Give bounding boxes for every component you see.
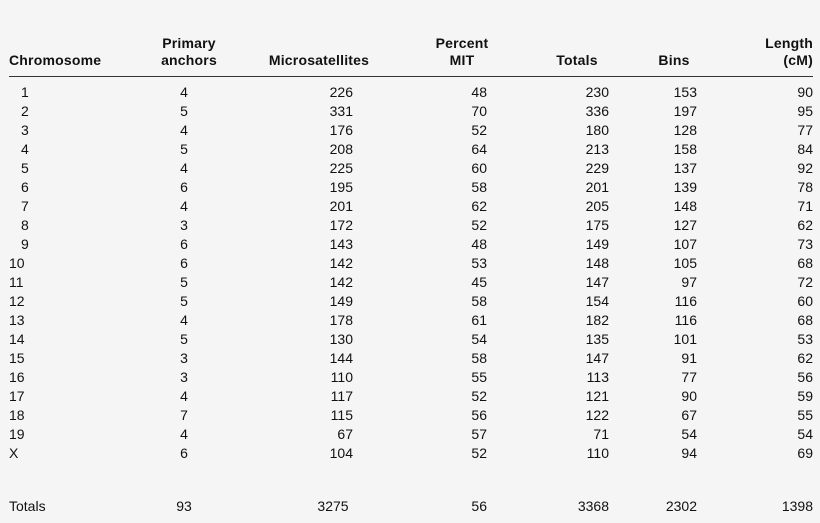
- table-header: [9, 0, 813, 76]
- cell-chromosome: 12: [9, 292, 25, 309]
- cell-totals: 149: [585, 235, 609, 252]
- header-line1: Length: [765, 34, 813, 51]
- cell-percent-mit: 60: [471, 159, 487, 176]
- totals-length: 1398: [781, 497, 813, 514]
- cell-microsatellites: 130: [329, 330, 353, 347]
- cell-chromosome: 15: [9, 349, 25, 366]
- cell-length: 92: [797, 159, 813, 176]
- header-row: [9, 0, 813, 76]
- cell-totals: 71: [593, 425, 609, 442]
- cell-bins: 158: [673, 140, 697, 157]
- spacer-cell: [719, 463, 813, 489]
- cell-primary-anchors: 3: [180, 349, 188, 366]
- cell-bins: 127: [673, 216, 697, 233]
- table-row: [9, 311, 813, 330]
- cell-percent-mit: 48: [471, 83, 487, 100]
- spacer-cell: [9, 463, 139, 489]
- table-row: [9, 387, 813, 406]
- cell-primary-anchors: 3: [180, 368, 188, 385]
- header-totals: [525, 0, 629, 76]
- cell-totals: 154: [585, 292, 609, 309]
- cell-length: 73: [797, 235, 813, 252]
- cell-totals: 229: [585, 159, 609, 176]
- cell-length: 90: [797, 83, 813, 100]
- table-row: [9, 216, 813, 235]
- cell-bins: 90: [681, 387, 697, 404]
- cell-primary-anchors: 5: [180, 273, 188, 290]
- cell-bins: 94: [681, 444, 697, 461]
- cell-totals: 180: [585, 121, 609, 138]
- cell-totals: 147: [585, 349, 609, 366]
- cell-primary-anchors: 6: [180, 178, 188, 195]
- cell-totals: 135: [585, 330, 609, 347]
- cell-percent-mit: 58: [471, 292, 487, 309]
- cell-primary-anchors: 4: [180, 121, 188, 138]
- table-body: [9, 76, 813, 523]
- cell-length: 68: [797, 311, 813, 328]
- cell-bins: 97: [681, 273, 697, 290]
- cell-microsatellites: 117: [330, 387, 353, 404]
- cell-percent-mit: 62: [471, 197, 487, 214]
- cell-microsatellites: 225: [329, 159, 353, 176]
- cell-percent-mit: 48: [471, 235, 487, 252]
- cell-bins: 67: [681, 406, 697, 423]
- cell-chromosome: 14: [9, 330, 25, 347]
- cell-chromosome: 11: [9, 273, 24, 290]
- cell-totals: 122: [585, 406, 609, 423]
- cell-microsatellites: 208: [329, 140, 353, 157]
- cell-microsatellites: 172: [329, 216, 353, 233]
- cell-totals: 182: [585, 311, 609, 328]
- cell-chromosome: 16: [9, 368, 25, 385]
- cell-length: 62: [797, 349, 813, 366]
- cell-chromosome: 1: [21, 83, 29, 100]
- cell-length: 55: [797, 406, 813, 423]
- cell-length: 71: [797, 197, 813, 214]
- spacer-row: [9, 463, 813, 489]
- cell-percent-mit: 53: [471, 254, 487, 271]
- cell-primary-anchors: 6: [180, 235, 188, 252]
- cell-length: 72: [797, 273, 813, 290]
- header-microsatellites: [239, 0, 399, 76]
- totals-microsatellites: 3275: [317, 497, 349, 514]
- cell-length: 84: [797, 140, 813, 157]
- cell-microsatellites: 226: [329, 83, 353, 100]
- header-line2: (cM): [783, 51, 813, 68]
- cell-totals: 201: [585, 178, 609, 195]
- cell-primary-anchors: 5: [180, 140, 188, 157]
- header-length: [719, 0, 813, 76]
- cell-percent-mit: 54: [471, 330, 487, 347]
- cell-percent-mit: 45: [471, 273, 487, 290]
- table-row: [9, 292, 813, 311]
- cell-microsatellites: 143: [329, 235, 353, 252]
- cell-length: 60: [797, 292, 813, 309]
- cell-percent-mit: 70: [471, 102, 487, 119]
- cell-percent-mit: 52: [471, 387, 487, 404]
- header-line1: Percent: [435, 34, 489, 51]
- header-bins: [629, 0, 719, 76]
- cell-primary-anchors: 3: [180, 216, 188, 233]
- cell-microsatellites: 331: [329, 102, 353, 119]
- cell-length: 77: [797, 121, 813, 138]
- header-line2: MIT: [449, 51, 475, 68]
- cell-length: 56: [797, 368, 813, 385]
- cell-totals: 110: [586, 444, 609, 461]
- spacer-cell: [239, 463, 399, 489]
- cell-bins: 101: [673, 330, 697, 347]
- cell-chromosome: 2: [21, 102, 29, 119]
- cell-totals: 147: [585, 273, 609, 290]
- cell-length: 59: [797, 387, 813, 404]
- cell-microsatellites: 201: [329, 197, 353, 214]
- cell-chromosome: 3: [21, 121, 29, 138]
- cell-percent-mit: 55: [471, 368, 487, 385]
- totals-bins: 2302: [665, 497, 697, 514]
- cell-bins: 148: [673, 197, 697, 214]
- chromosome-table: [9, 0, 813, 523]
- cell-percent-mit: 56: [471, 406, 487, 423]
- spacer-cell: [629, 463, 719, 489]
- header-line2: anchors: [161, 51, 217, 68]
- header-primary-anchors: [139, 0, 239, 76]
- table-row: [9, 254, 813, 273]
- cell-length: 69: [797, 444, 813, 461]
- cell-primary-anchors: 4: [180, 159, 188, 176]
- cell-chromosome: 4: [21, 140, 29, 157]
- cell-chromosome: 18: [9, 406, 25, 423]
- header-line1: Primary: [162, 34, 216, 51]
- cell-microsatellites: 195: [329, 178, 353, 195]
- table-row: [9, 425, 813, 444]
- cell-length: 54: [797, 425, 813, 442]
- table-row: [9, 76, 813, 102]
- cell-microsatellites: 104: [329, 444, 353, 461]
- cell-percent-mit: 58: [471, 349, 487, 366]
- table-row: [9, 178, 813, 197]
- cell-bins: 105: [673, 254, 697, 271]
- spacer-cell: [525, 463, 629, 489]
- cell-bins: 153: [673, 83, 697, 100]
- cell-bins: 91: [681, 349, 697, 366]
- table-row: [9, 197, 813, 216]
- header-line2: Totals: [556, 51, 598, 68]
- cell-bins: 137: [673, 159, 697, 176]
- cell-bins: 128: [673, 121, 697, 138]
- cell-percent-mit: 58: [471, 178, 487, 195]
- table-row: [9, 273, 813, 292]
- spacer-cell: [399, 463, 525, 489]
- cell-microsatellites: 142: [329, 254, 353, 271]
- cell-chromosome: 9: [21, 235, 29, 252]
- cell-chromosome: 5: [21, 159, 29, 176]
- cell-totals: 113: [586, 368, 609, 385]
- header-line2: Microsatellites: [268, 51, 370, 68]
- cell-length: 68: [797, 254, 813, 271]
- cell-primary-anchors: 5: [180, 330, 188, 347]
- cell-primary-anchors: 4: [180, 83, 188, 100]
- cell-primary-anchors: 6: [180, 444, 188, 461]
- cell-totals: 336: [585, 102, 609, 119]
- totals-row: [9, 489, 813, 523]
- table-row: [9, 349, 813, 368]
- cell-bins: 107: [673, 235, 697, 252]
- cell-chromosome: 7: [21, 197, 29, 214]
- header-percent-mit: [399, 0, 525, 76]
- cell-microsatellites: 176: [329, 121, 353, 138]
- cell-percent-mit: 52: [471, 121, 487, 138]
- cell-primary-anchors: 7: [180, 406, 188, 423]
- cell-totals: 205: [585, 197, 609, 214]
- table-row: [9, 406, 813, 425]
- cell-percent-mit: 64: [471, 140, 487, 157]
- cell-percent-mit: 61: [471, 311, 487, 328]
- chromosome-table-container: [9, 0, 813, 523]
- cell-microsatellites: 142: [329, 273, 353, 290]
- cell-microsatellites: 110: [330, 368, 353, 385]
- cell-primary-anchors: 4: [180, 387, 188, 404]
- cell-percent-mit: 52: [471, 444, 487, 461]
- table-row: [9, 140, 813, 159]
- cell-bins: 139: [673, 178, 697, 195]
- header-line2: Bins: [658, 51, 690, 68]
- table-row: [9, 330, 813, 349]
- table-row: [9, 444, 813, 463]
- cell-chromosome: 10: [9, 254, 25, 271]
- cell-chromosome: 19: [9, 425, 25, 442]
- cell-primary-anchors: 5: [180, 292, 188, 309]
- table-row: [9, 235, 813, 254]
- cell-chromosome: 8: [21, 216, 29, 233]
- table-row: [9, 102, 813, 121]
- totals-totals: 3368: [577, 497, 609, 514]
- spacer-cell: [139, 463, 239, 489]
- cell-bins: 54: [681, 425, 697, 442]
- cell-chromosome: X: [9, 444, 19, 461]
- cell-bins: 116: [674, 311, 697, 328]
- cell-chromosome: 17: [9, 387, 25, 404]
- table-row: [9, 121, 813, 140]
- cell-chromosome: 13: [9, 311, 25, 328]
- cell-totals: 148: [585, 254, 609, 271]
- cell-bins: 77: [681, 368, 697, 385]
- cell-chromosome: 6: [21, 178, 29, 195]
- cell-totals: 213: [585, 140, 609, 157]
- cell-microsatellites: 178: [329, 311, 353, 328]
- cell-percent-mit: 57: [471, 425, 487, 442]
- cell-bins: 197: [673, 102, 697, 119]
- cell-percent-mit: 52: [471, 216, 487, 233]
- cell-length: 78: [797, 178, 813, 195]
- table-row: [9, 368, 813, 387]
- cell-microsatellites: 115: [330, 406, 353, 423]
- cell-totals: 175: [585, 216, 609, 233]
- header-line2: Chromosome: [9, 51, 102, 68]
- cell-length: 62: [797, 216, 813, 233]
- totals-chromosome: Totals: [9, 497, 46, 514]
- cell-length: 53: [797, 330, 813, 347]
- cell-microsatellites: 144: [329, 349, 353, 366]
- table-row: [9, 159, 813, 178]
- cell-primary-anchors: 4: [180, 425, 188, 442]
- cell-primary-anchors: 6: [180, 254, 188, 271]
- cell-length: 95: [797, 102, 813, 119]
- cell-totals: 230: [585, 83, 609, 100]
- header-chromosome: [9, 0, 139, 76]
- cell-primary-anchors: 5: [180, 102, 188, 119]
- cell-primary-anchors: 4: [180, 311, 188, 328]
- totals-primary-anchors: 93: [176, 497, 192, 514]
- cell-microsatellites: 67: [337, 425, 353, 442]
- cell-primary-anchors: 4: [180, 197, 188, 214]
- totals-percent-mit: 56: [471, 497, 487, 514]
- cell-bins: 116: [674, 292, 697, 309]
- cell-totals: 121: [585, 387, 609, 404]
- cell-microsatellites: 149: [329, 292, 353, 309]
